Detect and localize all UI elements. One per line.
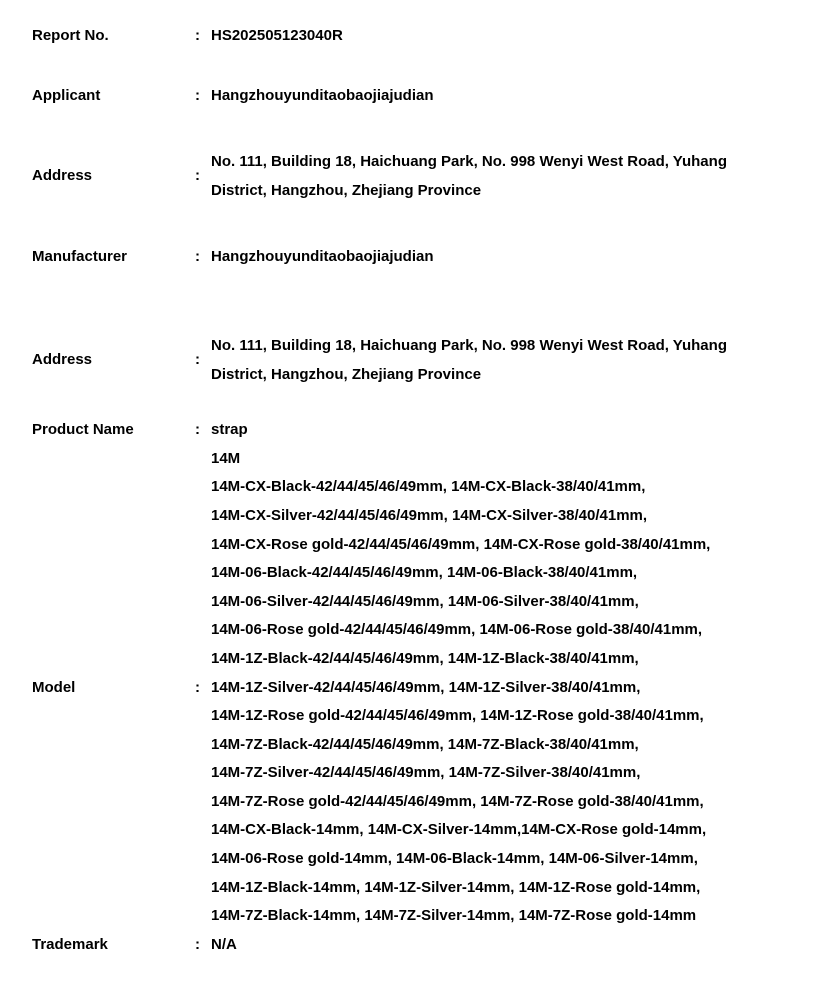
model-row: [32, 445, 812, 931]
address-line: No. 111, Building 18, Haichuang Park, No. 998 Wenyi West Road, Yuhang: [211, 336, 727, 354]
applicant-label: Applicant: [32, 86, 101, 104]
report-no-row: [32, 22, 812, 51]
address-line: District, Hangzhou, Zhejiang Province: [211, 181, 482, 199]
model-line: 14M-1Z-Rose gold-42/44/45/46/49mm, 14M-1Z-Rose gold-38/40/41mm,: [211, 707, 704, 725]
product-name-label: Product Name: [32, 421, 134, 439]
separator-colon: :: [195, 351, 200, 369]
manufacturer-row: [32, 243, 812, 272]
address-line: No. 111, Building 18, Haichuang Park, No. 998 Wenyi West Road, Yuhang: [211, 153, 727, 171]
applicant-address-row: [32, 148, 812, 205]
separator-colon: :: [195, 86, 200, 104]
model-line: 14M-1Z-Black-14mm, 14M-1Z-Silver-14mm, 14M-1Z-Rose gold-14mm,: [211, 878, 701, 896]
separator-colon: :: [195, 421, 200, 439]
model-line: 14M-CX-Silver-42/44/45/46/49mm, 14M-CX-Silver-38/40/41mm,: [211, 506, 648, 524]
separator-colon: :: [195, 935, 200, 953]
applicant-value: Hangzhouyunditaobaojiajudian: [211, 86, 434, 104]
trademark-row: [32, 931, 812, 960]
address-line: District, Hangzhou, Zhejiang Province: [211, 365, 482, 383]
model-line: 14M-7Z-Rose gold-42/44/45/46/49mm, 14M-7Z-Rose gold-38/40/41mm,: [211, 792, 704, 810]
manufacturer-value: Hangzhouyunditaobaojiajudian: [211, 248, 434, 266]
separator-colon: :: [195, 27, 200, 44]
report-no-value: HS202505123040R: [211, 27, 343, 44]
model-line: 14M-7Z-Black-42/44/45/46/49mm, 14M-7Z-Black-38/40/41mm,: [211, 735, 639, 753]
model-value: [211, 445, 812, 931]
model-line: 14M: [211, 449, 241, 467]
applicant-address-label: Address: [32, 167, 93, 185]
model-line: 14M-CX-Black-14mm, 14M-CX-Silver-14mm,14M-CX-Rose gold-14mm,: [211, 821, 707, 839]
separator-colon: :: [195, 167, 200, 185]
model-line: 14M-06-Rose gold-42/44/45/46/49mm, 14M-06-Rose gold-38/40/41mm,: [211, 621, 703, 639]
product-name-value: strap: [211, 421, 248, 439]
manufacturer-address-row: [32, 332, 812, 389]
manufacturer-label: Manufacturer: [32, 248, 128, 266]
report-no-label: Report No.: [32, 27, 109, 44]
model-line: 14M-CX-Rose gold-42/44/45/46/49mm, 14M-CX-Rose gold-38/40/41mm,: [211, 535, 711, 553]
applicant-row: [32, 82, 812, 111]
manufacturer-address-label: Address: [32, 351, 93, 369]
model-line: 14M-06-Black-42/44/45/46/49mm, 14M-06-Black-38/40/41mm,: [211, 564, 638, 582]
model-line: 14M-1Z-Silver-42/44/45/46/49mm, 14M-1Z-Silver-38/40/41mm,: [211, 678, 641, 696]
model-line: 14M-CX-Black-42/44/45/46/49mm, 14M-CX-Black-38/40/41mm,: [211, 478, 646, 496]
product-name-row: [32, 416, 812, 445]
separator-colon: :: [195, 678, 200, 696]
model-line: 14M-06-Silver-42/44/45/46/49mm, 14M-06-Silver-38/40/41mm,: [211, 592, 639, 610]
model-line: 14M-7Z-Black-14mm, 14M-7Z-Silver-14mm, 14M-7Z-Rose gold-14mm: [211, 907, 697, 925]
trademark-label: Trademark: [32, 935, 108, 953]
model-line: 14M-06-Rose gold-14mm, 14M-06-Black-14mm, 14M-06-Silver-14mm,: [211, 850, 698, 868]
model-label: Model: [32, 678, 76, 696]
manufacturer-address-value: [211, 332, 812, 389]
separator-colon: :: [195, 248, 200, 266]
model-line: 14M-7Z-Silver-42/44/45/46/49mm, 14M-7Z-Silver-38/40/41mm,: [211, 764, 641, 782]
applicant-address-value: [211, 148, 812, 205]
model-line: 14M-1Z-Black-42/44/45/46/49mm, 14M-1Z-Black-38/40/41mm,: [211, 649, 639, 667]
trademark-value: N/A: [211, 935, 237, 953]
